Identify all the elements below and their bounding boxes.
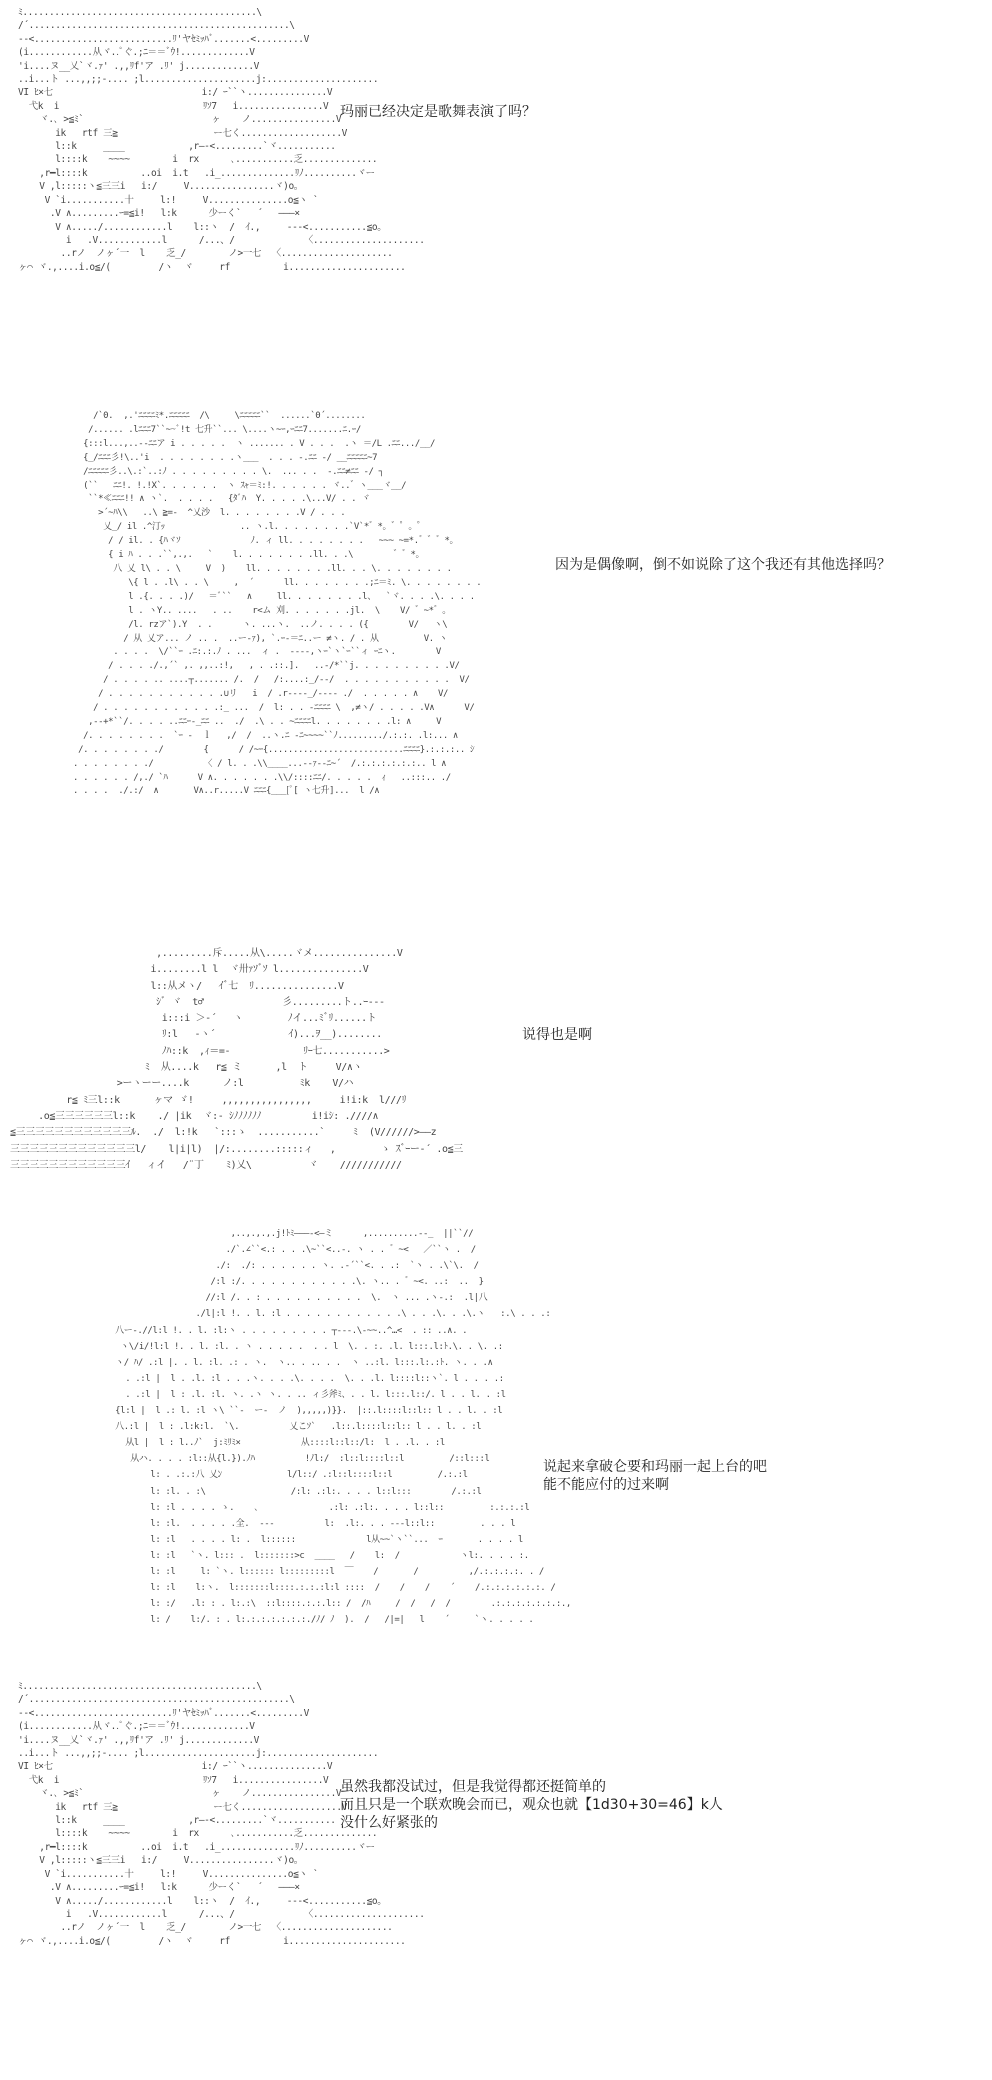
panel-2: [0, 408, 992, 938]
speech-text: [522, 1026, 592, 1044]
panel-5: [0, 1676, 992, 2080]
speech-text: [340, 103, 536, 121]
speech-line: 而且只是一个联欢晚会而已，观众也就【1d30+30=46】k人: [340, 1797, 723, 1813]
ascii-art-character: ﾐ............................................\ /´.................................................\ -‐<..........................ﾘ'ヤｾﾐｯﾊﾞ.......<.........V (i............从ヾ..ﾟぐ.;ﾆ＝＝ﾞｳ!.............V 'i....ヌ__乂`ヾ.ｧ' .,,ﾘf'ア .ﾘ' j.............V ..i...ト ...,,;;-.... ;l.....................j:..................... VI ﾋ×七 i:/ ｰ``ヽ...............V 弋k i ﾘｿ7 i................V ヾ.､ >≦ﾐ` ヶ ノ................V ik rtf 三≧ ー七く...................V l::k ____ ,r―‐<.........`ヾ........... l::::k ~~~~ i rx ､...........乏.............. ,r━l::::k ..oi i.t .i_..............ﾘﾉ..........ヾー V ,l:::::ヽ≦三三i i:/ V................ヾ)o。 V `i...........十 l:! V...............o≦ヽ ` .V ∧.........ｰ=≦i! l:k 少ーく` ´ ―――× V ∧...../............l l::ヽ / ｲ., ‐‐‐<...........≦o。 i .V............l /...、/ 〈..................... ..rノ ノヶ´一 l 乏_/ ノ>一七 〈..................... ヶ⌒ ヾ.,....i.o≦/( /ヽ ヾ rf i......................: [18, 7, 425, 273]
panel-1: [0, 0, 992, 400]
ascii-art-character: ﾐ............................................\ /´.................................................\ -‐<..........................ﾘ'ヤｾﾐｯﾊﾞ.......<.........V (i............从ヾ..ﾟぐ.;ﾆ＝＝ﾞｳ!.............V 'i....ヌ__乂`ヾ.ｧ' .,,ﾘf'ア .ﾘ' j.............V ..i...ト ...,,;;-.... ;l.....................j:..................... VI ﾋ×七 i:/ ｰ``ヽ...............V 弋k i ﾘｿ7 i................V ヾ.､ >≦ﾐ` ヶ ノ................V ik rtf 三≧ ー七く...................V l::k ____ ,r―‐<.........`ヾ........... l::::k ~~~~ i rx ､...........乏.............. ,r━l::::k ..oi i.t .i_..............ﾘﾉ..........ヾー V ,l:::::ヽ≦三三i i:/ V................ヾ)o。 V `i...........十 l:! V...............o≦ヽ ` .V ∧.........ｰ=≦i! l:k 少ーく` ´ ―――× V ∧...../............l l::ヽ / ｲ., ‐‐‐<...........≦o。 i .V............l /...、/ 〈..................... ..rノ ノヶ´一 l 乏_/ ノ>一七 〈..................... ヶ⌒ ヾ.,....i.o≦/( /ヽ ヾ rf i......................: [18, 1681, 425, 1947]
speech-line: 没什么好紧张的: [340, 1815, 438, 1831]
ascii-art-character: /`0. ,.'ﾆﾆﾆﾆﾐ*.ﾆﾆﾆﾆﾆ /\ \ﾆﾆﾆﾆﾆ`` ......`0´........ /...... .lﾆﾆﾆ7``~~ﾞ!t 七升``... \....ヽ~ｰ,ｰﾆﾆ7.......ﾆ.ｰ/ {:::l...,..‐‐ﾆﾆア i . . . . . ヽ ....... . V . . . .ヽ ＝/L .ﾆﾆ.../__/ {_/ﾆﾆﾆ彡!\..'i . . . . . . . .ヽ___ . . . ‐.ﾆﾆ ‐/ __ﾆﾆﾆﾆﾆ~7 /ﾆﾆﾆﾆﾆ彡..\.:`..:ﾉ . . . . . . . . . \. ... . . ‐.ﾆﾆ≠ﾆﾆ ‐/ ┐ (`` ﾆﾆ!. !.!X`. . . . . . ヽ ｽｬ＝ﾐ:!. . . . . . ヾ..゛ヽ___ヾ__/ ``*≪ﾆﾆﾆ!! ∧ ヽ`. . . . . {ﾀﾞﾊ Y. . . . .\...V/ . . ヾ >´~ﾊ\\ ..\ ≧=- ^乂沙 l. . . . . . . .V / . . . 乂_/ il .^汀ｯ .. ヽ.l. . . . . . . .`V`*゛*。゛゜。゜ / / il. . {ﾊヾｿ ﾉ. ィ ll. . . . . . . . ~~~ ~=*.゛゛゛*。 { i ﾊ . . .``,.,. ` l. . . . . . . .ll. . .\ ゛゛*。 八 乂 l\ . . \ V ) ll. . . . . . . .ll. . . \. . . . . . . . \{ l . .l\ . . \ , ´ ll. . . . . . . .;ﾆ＝ﾐ. \. . . . . . . . l .{. . . .)/ ＝ﾞ`` ∧ ll. . . . . . . .l、 `ヾ. . . .\. . . . l . ヽY.. .... . .. r<ム 刈. . . . . . .jl. \ V/ ゛~*゛。 /l. rzア`).Y . . ヽ. ...ヽ. ..ノ. . . . ({ V/ ヽ\ / 从 乂ア... ノ .. . ..ー‐ｧ), `.ｰ‐＝ﾆ..ー ≠ヽ. / . 从 V. ヽ . . . . \/``ｰ .ﾆ:.:.ﾉ . ... ィ . ‐‐‐‐,ヽｰ`ヽ`ｰ``ィ ｰﾆヽ. V / . . . ./.,´` ,. ,,..:!, , . .::.]. ..‐/*``j. . . . . . . . . .V/ / . . . . .. ....┬....... /. / /:....:_/‐‐/ . . . . . . . . . . . V/ / . . . . . . . . . . . .∪リ i / .r‐‐--_/‐‐‐‐ ./ . . . . . ∧ V/ / . . . . . . . . . . . .:_ ... / l: . . ‐ﾆﾆﾆﾆ \ ,≠ヽ/ . . . . .V∧ V/ ,‐‐+*``/. . . . ..ﾆﾆｰ‐_ﾆﾆ .. ./ .\ . . ~ﾆﾆﾆﾆl. . . . . . . .l: ∧ V /. . . . . . . . `ｰ ‐ ｌ ,/ / ..ヽ.ﾆ ‐ﾆ~~~~``ﾉ........./.:.:. .l:... ∧ /. . . . . . . ./ { / /~ｰ{...........................ﾆﾆﾆﾆ}.:.:.:.. ｼ . . . . . . . ./ 〈 / l. . .\\____...‐‐ｧ‐‐ﾆ~´ /.:.:.:.:.:.:.. l ∧ . . . . . . /,./ `ﾊ V ∧. . . . . . .\\/::::ﾆﾆ/. . . . . ｨ ..:::.. ./ . . . . ./.:/ ∧ V∧..r.....V ﾆﾆﾆ{___[ﾟ[ ヽ七升]... l /∧: [73, 411, 482, 797]
ascii-art-character: ,.........斥.....从\.....ヾメ...............V i........l l ヾ卅ｧｿﾞｿ l...............V l::从メヽ/ ｲﾞ七 ﾘ...............V ｼﾞ ヾ t♂ 彡.........ト..ｰ‐‐- i:::i ＞‐´ ヽ ﾉイ...ﾐﾞﾘ......ト ﾘ:l ‐ヽ´ ｲ)...ｦ__)........ ﾉﾊ::k ,ｨ＝=‐ ﾘｰ七...........> ﾐ 从....k r≦ ミ ,l ト V/∧ヽ >ーヽーー....k ノ:l ﾐk V/ハ r≦ ﾐ三l::k ヶマ ゞ! ,,,,,,,,,,,,,,,, i!i:k l///ﾘ .o≦三三三三三三l::k ./ |ik ヾ:‐ ｼﾉﾉﾉﾉﾉﾉ i!iｼ: .////∧ ≦三三三三三三三三三三三三ﾙ. ./ l:!k `:::ゝ ...........` ﾐ (V//////>――z 三三三三三三三三三三三三三l/ l|i|l) |/:........:::::ィ , ゝ ｽﾞｰー‐´ .o≦三 三三三三三三三三三三三三ｲ ィイ /¨丁 ﾐ)乂\ ヾ ///////////: [10, 948, 463, 1171]
speech-line: 能不能应付的过来啊: [543, 1477, 669, 1493]
speech-text: [543, 1458, 767, 1494]
speech-line: 因为是偶像啊，倒不如说除了这个我还有其他选择吗？: [555, 557, 891, 573]
ascii-art-character: ,..,.,.,.j!ﾄﾐ―――‐<―ミ ,..........‐‐_ ||``// ./`.∠``<.: . . .\~``<..‐. ヽ . . ゛~< ／``ヽ . / ./: ./: . . . . . . ヽ. .‐´``<. . .: `ヽ . .\`\. / /:l :/. . . . . . . . . . . .\. ヽ.. . ゛~<. ..: .. } //:l /. . : . . . . . . . . . . \. ヽ ... .ヽ-.: .l|八 ./l|:l !. . l. :l . . . . . . . . . . . .\ . . .\. . .\.ヽ :.\ . . .: 八ー‐.//l:l !. . l. :l:ヽ . . . . . . . . . ┬‐‐‐.\‐~~..^…< . :: ..∧. . ヽ\/i/!l:l !. . l. :l. . ヽ . . . . . . . l \. . :. .l. l:::.l:ﾄ.\. . \. .: ヽ/ ﾊ/ .:l |. . l. :l. .: . ヽ. ヽ.. . .. . . ヽ ..:l. l:::.l:.:ﾄ. ヽ. . .∧ . .:l | l . .l. :l . . .ヽ. . . .\. . . . \. . .l. l::::l::ヽ`. l . . . .: . .:l | l : .l. :l. ヽ. .ヽ ヽ. . .. ィ彡斧ﾐ、. . l. l:::.l::/. l . . l. . :l {l:l | l .: l. :l ヽ\ ``‐ ー‐ ノ ),,,,,)}}. |::.l::::l::l:: l . . l. . :l 八.:l | l : .l:k:l. `\. 乂こｿ` .l::.l::::l::l:: l . . l. . :l 从l | l : l..ﾉ` j:ﾐﾘﾐ× 从::::l::l::/l: l . .l. . :l 从ハ. . . . :l::从{l.}).ﾉﾊ !ﾉl:/ :l::l::::l::l /::l:::l l: . .:.:八 乂ﾝ l/l::/ .:l::l::::l::l /.:.:l l: :l. . :\ /:l: .:l:. . . . l::l::: /.:.:l l: :l . . . . ゝ. ､ .:l: .:l:. . . . l::l:: :.:.:.:l l: :l. . . . . .全. ‐‐‐ l: .l:. . . ‐‐‐l::l:: . . . l l: :l . . . . l: . l:::::: l从~~`ヽ``... ｰ . . . . l l: :l `ヽ. l::: . l:::::::>c ____ / l: / ヽl:. . . . :. l: :l l: `ヽ. l:::::: l:::::::::l ￣ / / ,/.:.:.:.:. . / l: :l l:ヽ. l:::::::l::::.:.:.:l:l :::: / / / ´ /.:.:.:.:.:.:. / l: :/ .l: : . l:.:\ ::l::::.:.:.l:: / /ﾊ / / / / .:.:.:.:.:.:.:., l: / l:/. : . l:.:.:.:.:.:.:./ﾉ/ ﾉ ). / /|=| l ´ `ヽ. . . . .: [115, 1229, 571, 1626]
speech-text: [555, 556, 891, 574]
speech-line: 虽然我都没试过，但是我觉得都还挺简单的: [340, 1779, 606, 1795]
speech-line: 说得也是啊: [522, 1027, 592, 1043]
panel-4: [0, 1224, 992, 1664]
speech-line: 玛丽已经决定是歌舞表演了吗？: [340, 104, 536, 120]
speech-text: [340, 1778, 723, 1832]
panel-3: [0, 946, 992, 1216]
speech-line: 说起来拿破仑要和玛丽一起上台的吧: [543, 1459, 767, 1475]
